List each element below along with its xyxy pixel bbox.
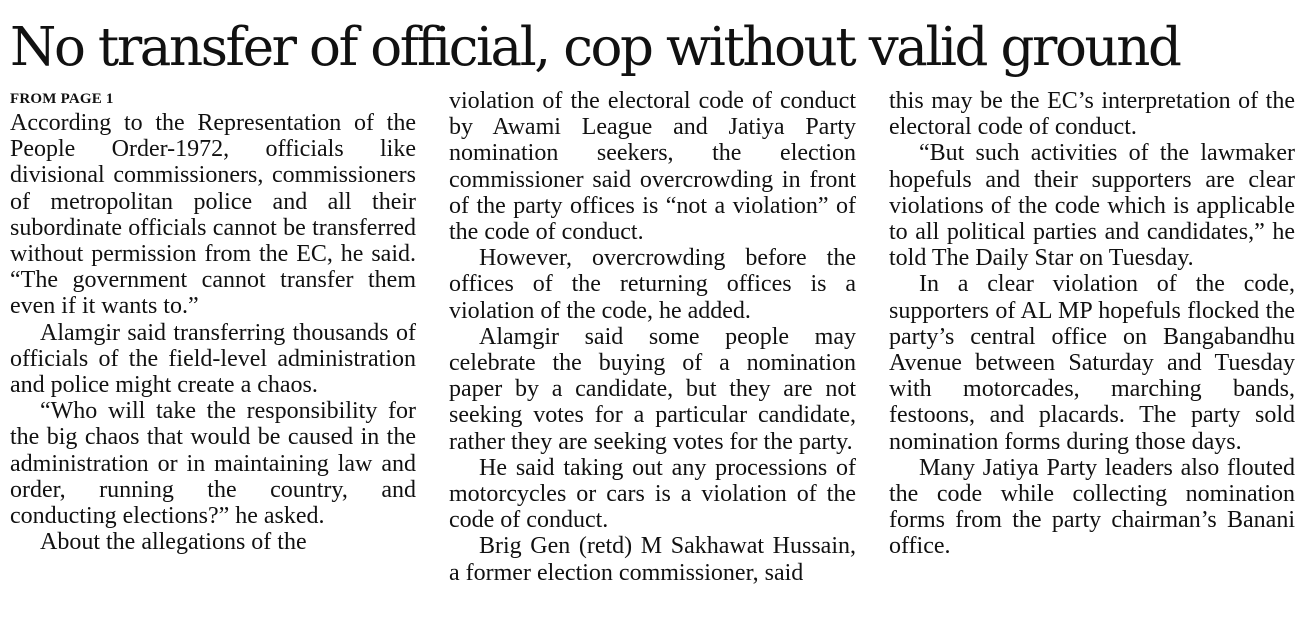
article-paragraph: In a clear violation of the code, supporters of AL MP hopefuls flocked the party’s central office on Bangabandhu Avenue between Saturday and Tuesday with motorcades, marching bands, festoons, and placards. The party sold nomination forms during those days. <box>889 271 1295 455</box>
article-paragraph: this may be the EC’s interpretation of the electoral code of conduct. <box>889 88 1295 141</box>
article-paragraph: “But such activities of the lawmaker hopefuls and their supporters are clear violations of the code which is applicable to all political parties and candidates,” he told The Daily Star on Tuesday. <box>889 140 1295 272</box>
article-paragraph: Alamgir said transferring thousands of officials of the field-level administration and police might create a chaos. <box>10 319 416 399</box>
article-column-1 <box>10 88 416 626</box>
article-paragraph: According to the Representation of the People Order-1972, officials like divisional commissioners, commissioners of metropolitan police and all their subordinate officials cannot be transferred without permission from the EC, he said. “The government cannot transfer them even if it wants to.” <box>10 110 416 320</box>
article-column-2 <box>449 88 856 626</box>
article-paragraph: Brig Gen (retd) M Sakhawat Hussain, a former election commissioner, said <box>449 533 856 586</box>
article-paragraph: He said taking out any processions of motorcycles or cars is a violation of the code of conduct. <box>449 454 856 534</box>
article-column-3 <box>889 88 1295 626</box>
article-paragraph: However, overcrowding before the offices of the returning offices is a violation of the code, he added. <box>449 245 856 324</box>
article-paragraph: Alamgir said some people may celebrate the buying of a nomination paper by a candidate, but they are not seeking votes for a particular candidate, rather they are seeking votes for the party. <box>449 323 856 455</box>
article-paragraph: Many Jatiya Party leaders also flouted the code while collecting nomination forms from the party chairman’s Banani office. <box>889 454 1295 560</box>
headline: No transfer of official, cop without valid ground <box>10 17 1180 78</box>
kicker-from-page: FROM PAGE 1 <box>10 91 114 107</box>
article-paragraph: About the allegations of the <box>40 529 307 556</box>
article-paragraph: “Who will take the responsibility for the big chaos that would be caused in the administration or in maintaining law and order, running the country, and conducting elections?” he asked. <box>10 398 416 530</box>
article-paragraph: violation of the electoral code of conduct by Awami League and Jatiya Party nomination seekers, the election commissioner said overcrowding in front of the party offices is “not a violation” of the code of conduct. <box>449 88 856 246</box>
